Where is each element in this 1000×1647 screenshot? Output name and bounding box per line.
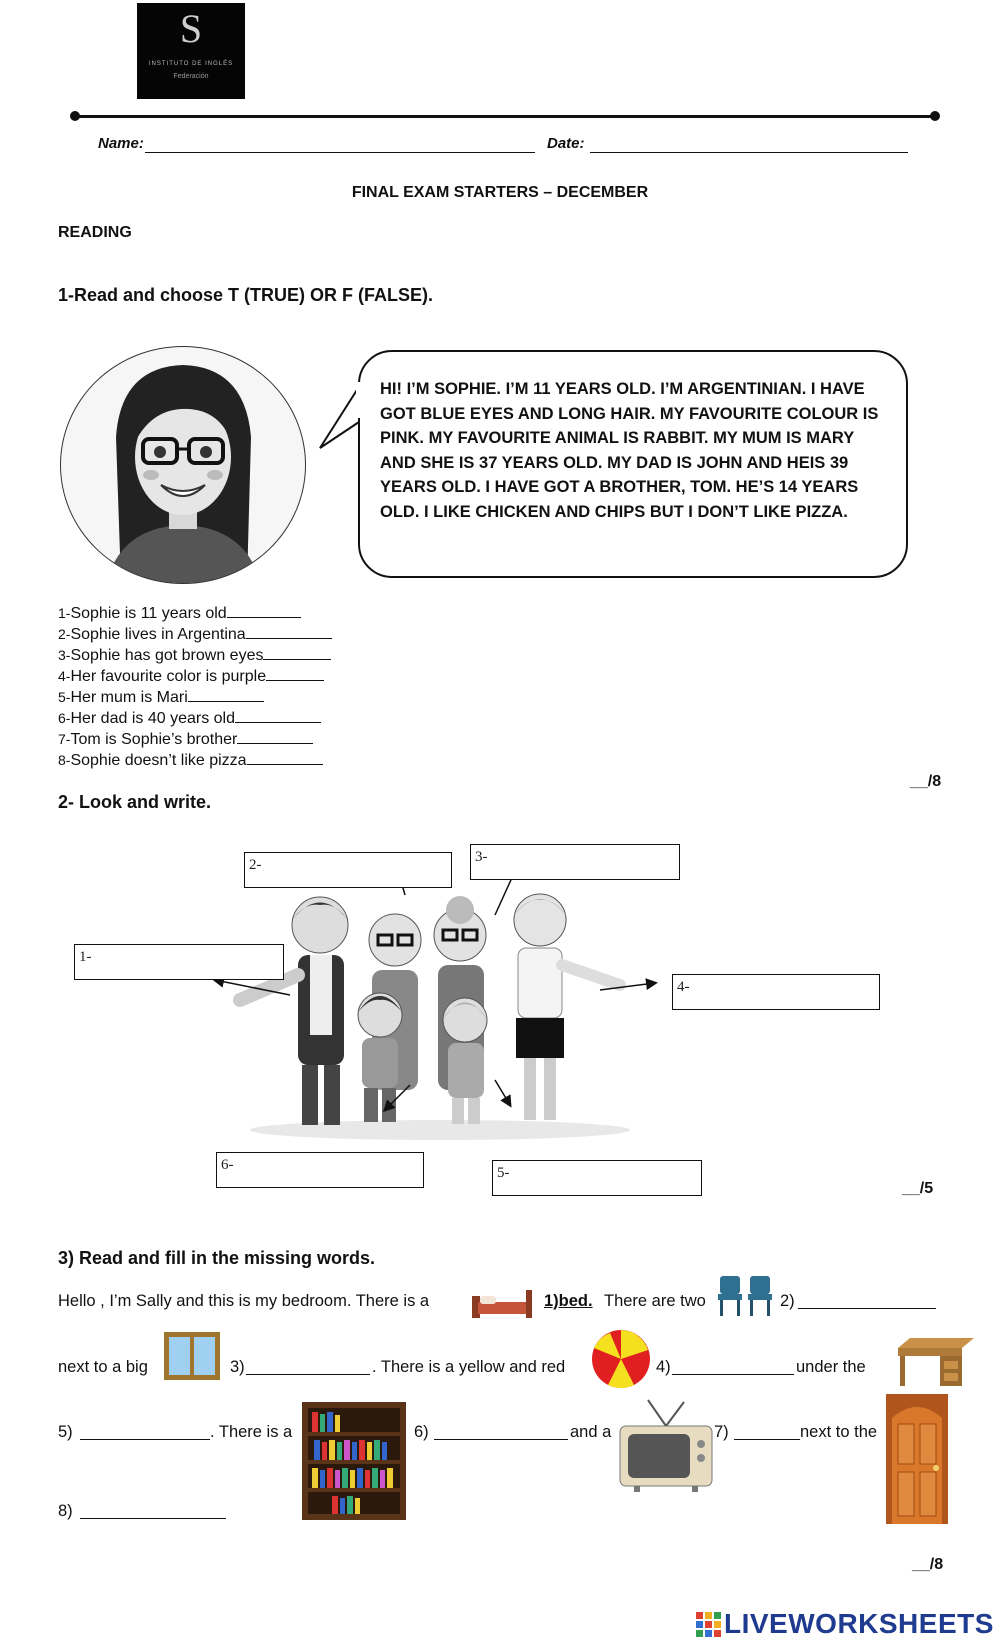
part2-score: __/5 bbox=[902, 1180, 934, 1197]
part3-text: and a bbox=[570, 1423, 612, 1441]
answer-7-blank[interactable] bbox=[734, 1421, 800, 1440]
part3-text: next to the bbox=[800, 1423, 878, 1441]
label-box-2[interactable]: 2- bbox=[244, 852, 452, 888]
part1-score: __/8 bbox=[910, 773, 942, 790]
desk-icon bbox=[896, 1336, 976, 1388]
label-box-5[interactable]: 5- bbox=[492, 1160, 702, 1196]
ball-icon bbox=[590, 1328, 652, 1390]
bed-icon bbox=[470, 1282, 534, 1322]
part3-number: 6) bbox=[414, 1423, 429, 1441]
tf-answer-blank[interactable] bbox=[247, 750, 323, 765]
logo-federation: Federación bbox=[173, 73, 209, 80]
rule-dot-right bbox=[930, 111, 940, 121]
section-title: READING bbox=[58, 224, 132, 241]
logo-institute: INSTITUTO DE INGLÉS bbox=[148, 61, 234, 67]
logo-letter: S bbox=[179, 6, 203, 51]
tf-item: 2-Sophie lives in Argentina bbox=[58, 624, 332, 645]
part2-heading: 2- Look and write. bbox=[58, 792, 212, 812]
bubble-text: HI! I’M SOPHIE. I’M 11 YEARS OLD. I’M ARGENTINIAN. I HAVE GOT BLUE EYES AND LONG HAIR. MY FAVOURITE COLOUR IS PINK. MY FAVOURITE ANIMAL IS RABBIT. MY MUM IS MARY AND SHE IS 37 YEARS OLD. MY DAD IS JOHN AND HEIS 39 YEARS OLD. I HAVE GOT A BROTHER, TOM. HE’S 14 YEARS OLD. I LIKE CHICKEN AND CHIPS BUT I DON’T LIKE PIZZA. bbox=[380, 380, 879, 521]
tf-answer-blank[interactable] bbox=[235, 708, 321, 723]
part1-heading: 1-Read and choose T (TRUE) OR F (FALSE). bbox=[58, 285, 434, 305]
tf-item: 1-Sophie is 11 years old bbox=[58, 603, 301, 624]
date-label: Date: bbox=[547, 135, 585, 152]
answer-1: 1)bed. bbox=[544, 1292, 593, 1310]
exam-title: FINAL EXAM STARTERS – DECEMBER bbox=[351, 184, 649, 201]
tf-item: 4-Her favourite color is purple bbox=[58, 666, 324, 687]
answer-5-blank[interactable] bbox=[80, 1421, 210, 1440]
tf-answer-blank[interactable] bbox=[263, 645, 331, 660]
part3-text: next to a big bbox=[58, 1358, 148, 1376]
part3-text: Hello , I’m Sally and this is my bedroom. There is a bbox=[58, 1292, 430, 1310]
institute-logo bbox=[137, 3, 245, 99]
tf-item: 8-Sophie doesn’t like pizza bbox=[58, 750, 323, 771]
part3-number: 4) bbox=[656, 1358, 671, 1376]
answer-4-blank[interactable] bbox=[672, 1356, 794, 1375]
header-rule bbox=[74, 115, 934, 118]
sophie-illustration bbox=[61, 347, 305, 583]
part3-text: under the bbox=[796, 1358, 866, 1376]
tf-answer-blank[interactable] bbox=[266, 666, 324, 681]
liveworksheets-brand[interactable]: LIVEWORKSHEETS bbox=[724, 1608, 994, 1639]
label-box-4[interactable]: 4- bbox=[672, 974, 880, 1010]
chairs-icon bbox=[716, 1274, 776, 1316]
tf-answer-blank[interactable] bbox=[188, 687, 264, 702]
tf-answer-blank[interactable] bbox=[237, 729, 313, 744]
door-icon bbox=[886, 1394, 948, 1524]
name-field[interactable] bbox=[145, 134, 535, 153]
part3-number: 8) bbox=[58, 1502, 73, 1520]
answer-3-blank[interactable] bbox=[246, 1356, 370, 1375]
liveworksheets-logo-icon bbox=[696, 1612, 722, 1638]
part3-number: 3) bbox=[230, 1358, 245, 1376]
bubble-tail-join bbox=[356, 382, 364, 418]
part3-text: . There is a yellow and red bbox=[372, 1358, 566, 1376]
tf-answer-blank[interactable] bbox=[227, 603, 301, 618]
part3-number: 2) bbox=[780, 1292, 795, 1310]
window-icon bbox=[162, 1330, 222, 1382]
tv-icon bbox=[616, 1398, 716, 1494]
sophie-avatar bbox=[60, 346, 306, 584]
part3-text: . There is a bbox=[210, 1423, 293, 1441]
tf-answer-blank[interactable] bbox=[246, 624, 332, 639]
name-label: Name: bbox=[98, 135, 144, 152]
part3-heading: 3) Read and fill in the missing words. bbox=[58, 1248, 376, 1268]
tf-item: 7-Tom is Sophie’s brother bbox=[58, 729, 313, 750]
part3-score: __/8 bbox=[912, 1556, 944, 1573]
label-box-3[interactable]: 3- bbox=[470, 844, 680, 880]
tf-item: 3-Sophie has got brown eyes bbox=[58, 645, 331, 666]
answer-2-blank[interactable] bbox=[798, 1290, 936, 1309]
part3-number: 5) bbox=[58, 1423, 73, 1441]
part3-text: There are two bbox=[604, 1292, 706, 1310]
bookshelf-icon bbox=[302, 1402, 406, 1520]
label-box-1[interactable]: 1- bbox=[74, 944, 284, 980]
part3-number: 7) bbox=[714, 1423, 729, 1441]
tf-item: 5-Her mum is Mari bbox=[58, 687, 264, 708]
tf-item: 6-Her dad is 40 years old bbox=[58, 708, 321, 729]
answer-8-blank[interactable] bbox=[80, 1500, 226, 1519]
answer-6-blank[interactable] bbox=[434, 1421, 568, 1440]
date-field[interactable] bbox=[590, 134, 908, 153]
label-box-6[interactable]: 6- bbox=[216, 1152, 424, 1188]
